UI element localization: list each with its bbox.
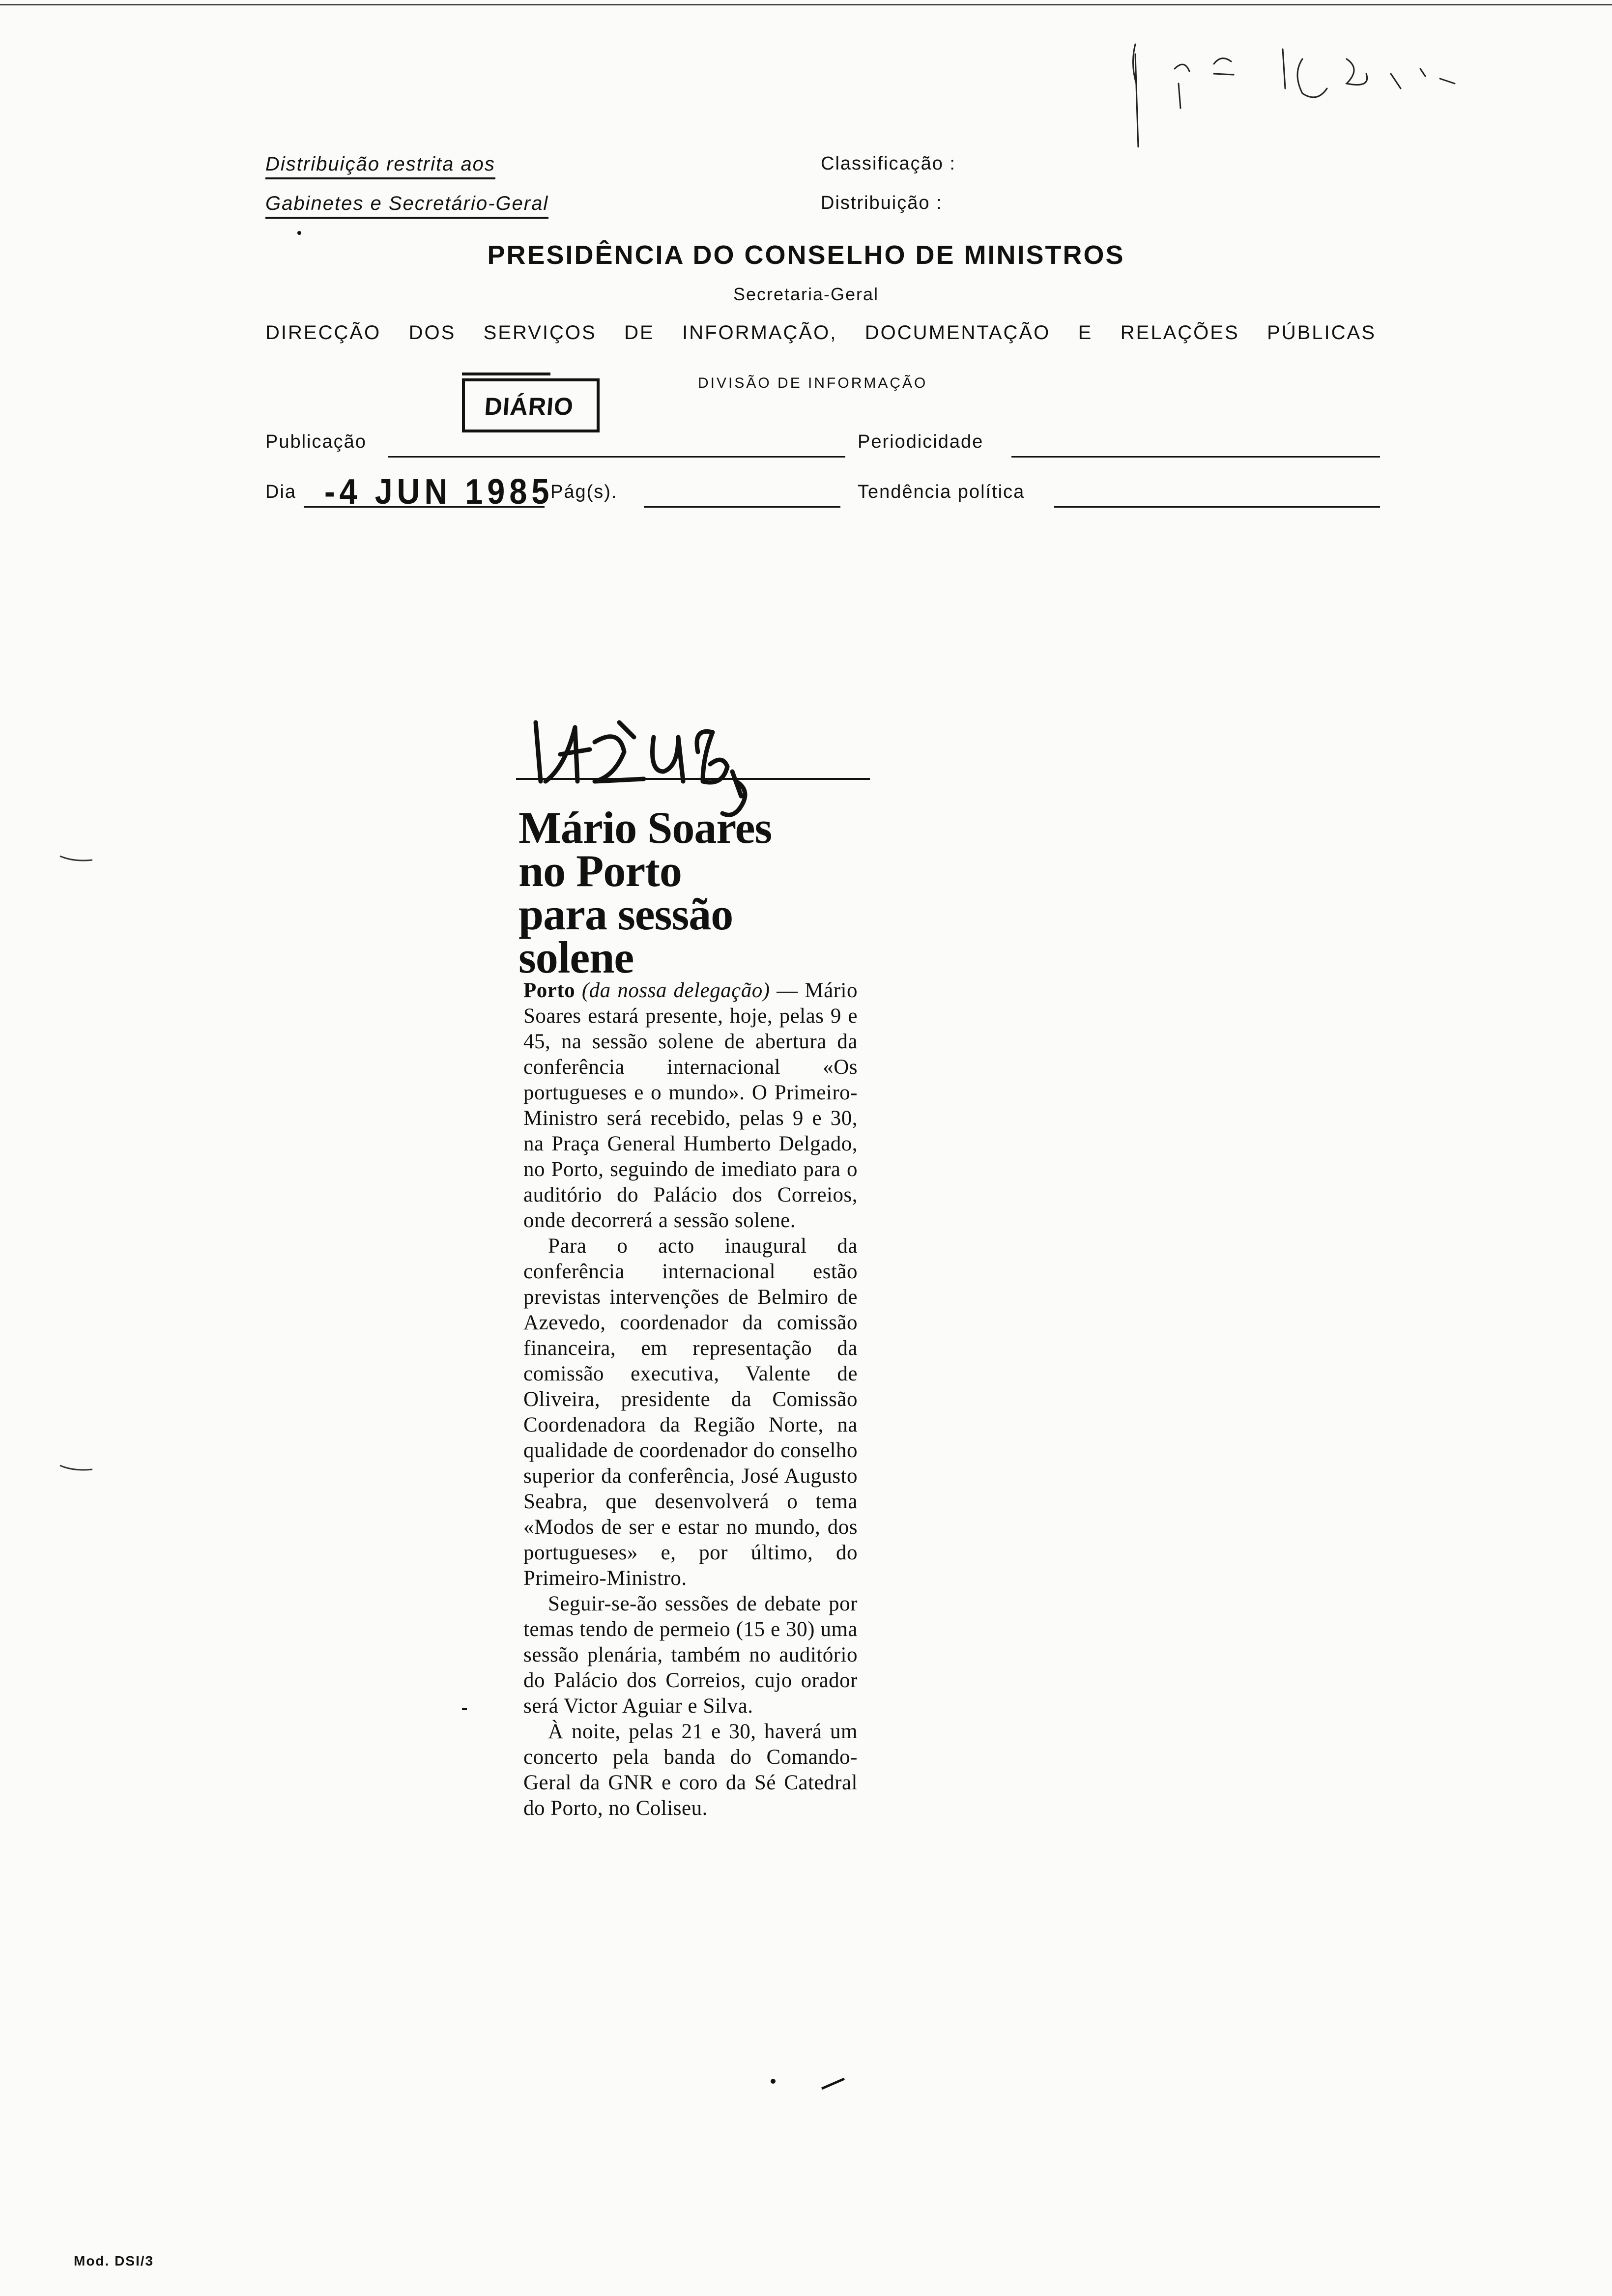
pags-field [644,506,840,508]
form-model-code: Mod. DSI/3 [74,2253,154,2268]
article-paragraph-3: Seguir-se-ão sessões de debate por temas tendo de permeio (15 e 30) uma sessão plenária, também no auditório do Palácio dos Correios, cujo orador será Victor Aguiar e Silva. [523,1592,858,1718]
pags-label: Pág(s). [550,482,618,502]
classificacao-label: Classificação : [821,153,956,174]
headline-line: para sessão [518,889,733,939]
direccao-word: E [1078,322,1093,344]
periodicidade-label: Periodicidade [858,431,984,452]
headline-line: no Porto [518,846,682,896]
divisao-informacao-label: DIVISÃO DE INFORMAÇÃO [698,375,928,391]
direccao-word: SERVIÇOS [483,322,597,344]
dia-label: Dia [265,482,297,502]
tendencia-field [1054,506,1380,508]
distribution-restricted-line2 [265,193,548,219]
scan-top-border [0,4,1612,5]
scan-mark [59,1464,93,1472]
direccao-word: DOS [408,322,456,344]
distribution-line2-text: Gabinetes e Secretário-Geral [265,193,548,219]
scan-mark [462,1708,467,1710]
paragraph-text: — Mário Soares estará presente, hoje, pelas 9 e 45, na sessão solene de abertura da conferência internacional «Os portugueses e o mundo». O Primeiro-Ministro será recebido, pelas 9 e 30, na Praça General Humberto Delgado, no Porto, seguindo de imediato para o auditório do Palácio dos Correios, onde decorrerá a sessão solene. [523,979,858,1232]
distribution-restricted-line1 [265,153,495,179]
article-body [523,978,858,1821]
article-paragraph-1 [523,978,858,1234]
scan-mark [771,2079,776,2084]
secretaria-geral-subtitle: Secretaria-Geral [733,284,879,304]
distribuicao-label: Distribuição : [821,193,943,213]
publicacao-field [388,456,845,458]
ink-dot [297,231,301,235]
direccao-servicos-line [265,322,1376,344]
direccao-word: DE [624,322,655,344]
direccao-word: INFORMAÇÃO, [682,322,837,344]
direccao-word: PÚBLICAS [1267,322,1376,344]
scan-mark [821,2076,845,2091]
distribution-line1-text: Distribuição restrita aos [265,153,495,179]
presidencia-title: PRESIDÊNCIA DO CONSELHO DE MINISTROS [487,240,1125,270]
direccao-word: DOCUMENTAÇÃO [864,322,1051,344]
article-paragraph-4: À noite, pelas 21 e 30, haverá um concerto pela banda do Comando-Geral da GNR e coro da Sé Catedral do Porto, no Coliseu. [523,1720,858,1820]
publication-stamp [462,378,600,432]
stamp-top-stroke [462,373,550,375]
direccao-word: DIRECÇÃO [265,322,381,344]
headline-line: Mário Soares [518,803,772,853]
periodicidade-field [1011,456,1380,458]
scan-mark [59,855,93,863]
headline-line: solene [518,932,634,982]
handwritten-reference-mark [1116,29,1460,147]
publication-stamp-text: DIÁRIO [484,393,575,420]
article-headline [518,803,863,982]
date-stamp: -4 JUN 1985 [324,472,554,512]
article-paragraph-2: Para o acto inaugural da conferência internacional estão previstas intervenções de Belmiro de Azevedo, coordenador da comissão financeira, em representação da comissão executiva, Valente de Oliveira, presidente da Comissão Coordenadora da Região Norte, na qualidade de coordenador do conselho superior da conferência, José Augusto Seabra, que desenvolverá o tema «Modos de ser e estar no mundo, dos portugueses» e, por último, do Primeiro-Ministro. [523,1234,858,1590]
direccao-word: RELAÇÕES [1120,322,1239,344]
tendencia-label: Tendência política [858,482,1025,502]
dateline-source: (da nossa delegação) [581,979,770,1002]
publicacao-label: Publicação [265,431,367,452]
dateline-city: Porto [523,979,576,1002]
